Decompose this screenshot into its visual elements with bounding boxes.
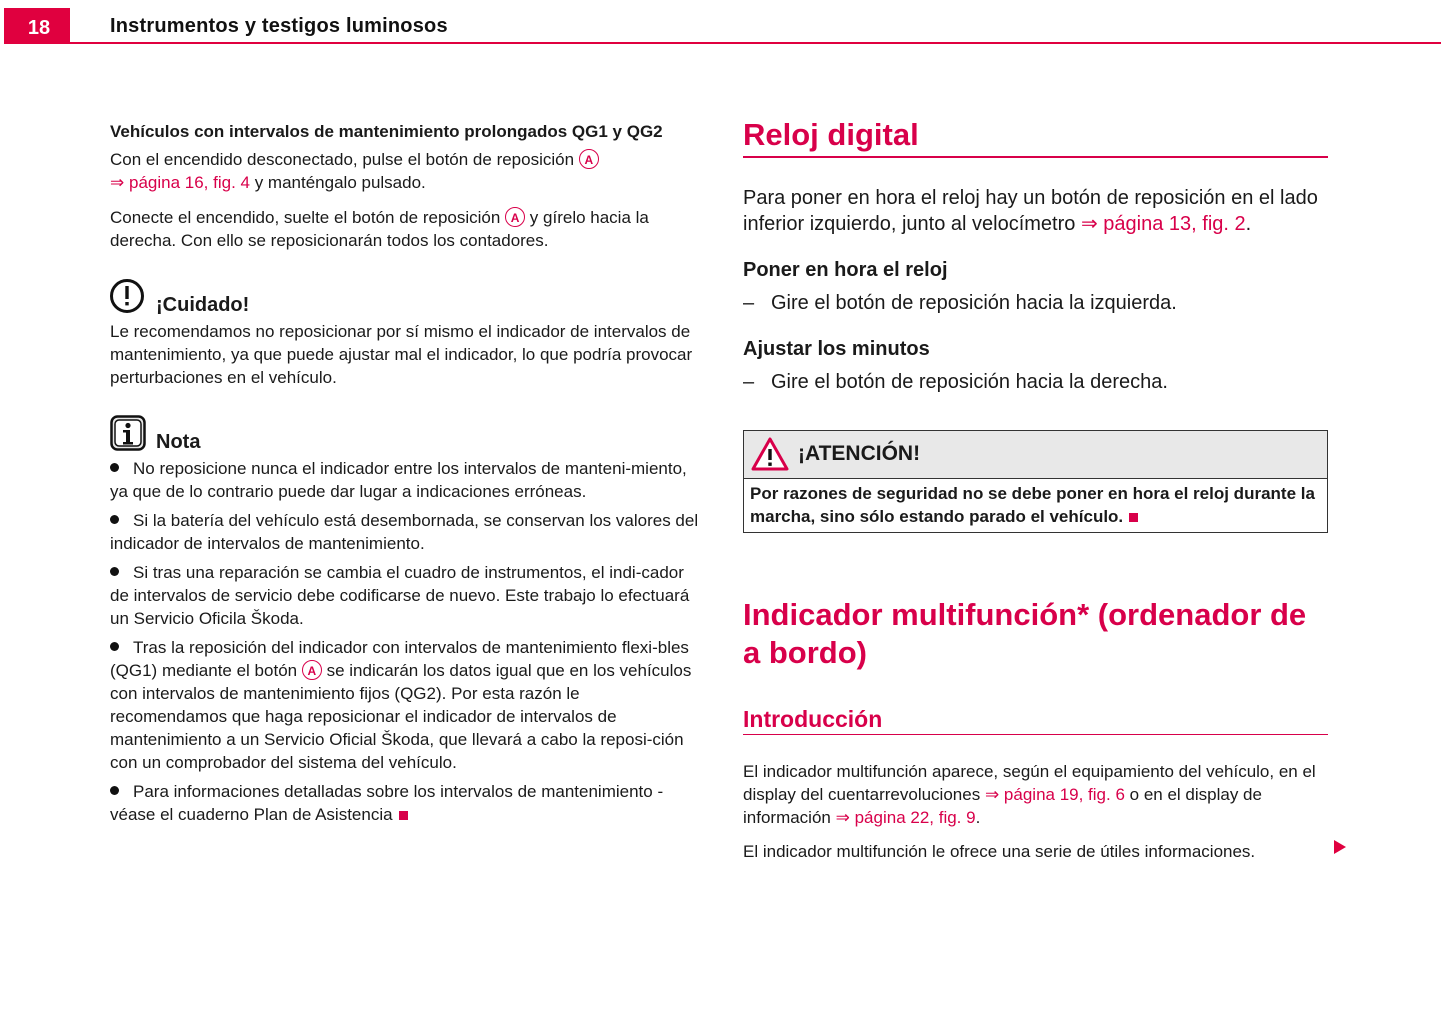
dash: – (743, 370, 755, 393)
bullet-text: No reposicione nunca el indicador entre los intervalos de manteni-miento, ya que de lo contrario puede dar lugar a indicaciones erróneas. (110, 459, 687, 501)
end-square-icon (1129, 513, 1138, 522)
bullet-dot (110, 642, 119, 651)
period: . (975, 808, 981, 827)
page-ref-link[interactable]: página 19, fig. 6 (1003, 785, 1125, 804)
left-heading: Vehículos con intervalos de mantenimiento prolongados QG1 y QG2 (110, 122, 663, 141)
attention-title: ¡ATENCIÓN! (798, 442, 921, 465)
section-title-reloj: Reloj digital (743, 117, 919, 152)
step-1 (743, 290, 1328, 316)
next-page-arrow-icon[interactable] (1333, 839, 1347, 855)
bullet-text-end: se indicarán los datos igual que en los vehículos con intervalos de mantenimiento fijos (QG2). Por esta razón le recomendamos que haga reposicionar el indicador de intervalos de mantenimiento a un Servicio Oficial Škoda, que llevará a cabo la reposi-ción con un comprobador del sistema del vehículo. (110, 661, 692, 772)
p1-text-end: y manténgalo pulsado. (254, 173, 426, 192)
attention-body: Por razones de seguridad no se debe poner en hora el reloj durante la marcha, sino sólo estando parado el vehículo. (750, 483, 1315, 526)
left-column (110, 120, 700, 826)
note-bullet-4 (110, 636, 700, 774)
arrow-icon: ⇒ (110, 173, 125, 192)
step-2 (743, 369, 1328, 395)
subsection-rule (743, 734, 1328, 736)
arrow-icon: ⇒ (835, 808, 850, 827)
attention-header (744, 431, 1327, 479)
caution-header (110, 278, 700, 314)
step-1-text: Gire el botón de reposición hacia la izquierda. (771, 291, 1177, 314)
end-square-icon (399, 811, 408, 820)
page-ref-link[interactable]: página 16, fig. 4 (128, 173, 250, 192)
arrow-icon: ⇒ (1080, 212, 1098, 235)
multi-p1-text: El indicador multifunción aparece, según el equipamiento del vehículo, en el display del cuentarrevoluciones (743, 762, 1316, 804)
reloj-intro-text: Para poner en hora el reloj hay un botón de reposición en el lado inferior izquierdo, junto al velocímetro (743, 186, 1318, 235)
header-title: Instrumentos y testigos luminosos (110, 15, 448, 37)
note-title: Nota (156, 431, 201, 453)
page-number: 18 (4, 8, 70, 44)
note-header (110, 415, 700, 451)
warning-triangle-icon (750, 436, 790, 472)
bullet-text: Si tras una reparación se cambia el cuadro de instrumentos, el indi-cador de intervalos de servicio debe codificarse de nuevo. Este trabajo lo efectuará un Servicio Oficila Škoda. (110, 563, 690, 628)
attention-box (743, 430, 1328, 533)
right-column (743, 116, 1328, 863)
multi-p1-mid: o en el display de información (743, 785, 1262, 827)
reloj-intro (743, 185, 1328, 237)
note-bullet-3 (110, 561, 700, 630)
p2-text-end: y gírelo hacia la derecha. Con ello se reposicionarán todos los contadores. (110, 208, 649, 250)
page-ref-link[interactable]: página 13, fig. 2 (1103, 212, 1246, 235)
bullet-text: Para informaciones detalladas sobre los intervalos de mantenimiento - véase el cuaderno Plan de Asistencia (110, 782, 664, 824)
bullet-text: Tras la reposición del indicador con intervalos de mantenimiento flexi-bles (QG1) mediante el botón (110, 638, 689, 680)
bullet-text: Si la batería del vehículo está desembornada, se conservan los valores del indicador de intervalos de mantenimiento. (110, 511, 699, 553)
bullet-dot (110, 786, 119, 795)
paragraph-1 (110, 148, 700, 194)
note-bullet-5 (110, 780, 700, 826)
note-bullet-2 (110, 509, 700, 555)
paragraph-2 (110, 206, 700, 252)
caution-title: ¡Cuidado! (156, 294, 250, 316)
button-a-icon: A (302, 660, 322, 680)
section-title-multifuncion: Indicador multifunción* (ordenador de a bordo) (743, 596, 1307, 670)
dash: – (743, 291, 755, 314)
multi-paragraph-1 (743, 760, 1328, 829)
period: . (1245, 212, 1252, 235)
info-icon (110, 415, 146, 451)
multi-paragraph-2: El indicador multifunción le ofrece una serie de útiles informaciones. (743, 842, 1256, 861)
bullet-dot (110, 515, 119, 524)
caution-text: Le recomendamos no reposicionar por sí mismo el indicador de intervalos de mantenimiento, ya que puede ajustar mal el indicador, lo que podría provocar perturbaciones en el vehículo. (110, 322, 693, 387)
bullet-dot (110, 463, 119, 472)
step-2-text: Gire el botón de reposición hacia la derecha. (771, 370, 1168, 393)
p1-text: Con el encendido desconectado, pulse el botón de reposición (110, 150, 575, 169)
button-a-icon: A (579, 149, 599, 169)
bullet-dot (110, 567, 119, 576)
subheading-poner-hora: Poner en hora el reloj (743, 258, 948, 281)
arrow-icon: ⇒ (984, 785, 1000, 804)
button-a-icon: A (505, 207, 525, 227)
p2-text: Conecte el encendido, suelte el botón de reposición (110, 208, 501, 227)
attention-text (744, 479, 1327, 532)
caution-exclamation-icon (110, 278, 146, 314)
subheading-ajustar-minutos: Ajustar los minutos (743, 337, 930, 360)
page-ref-link[interactable]: página 22, fig. 9 (854, 808, 976, 827)
subsection-title-introduccion: Introducción (743, 705, 883, 732)
note-bullet-1 (110, 457, 700, 503)
header-rule (70, 42, 1441, 44)
section-rule (743, 156, 1328, 158)
